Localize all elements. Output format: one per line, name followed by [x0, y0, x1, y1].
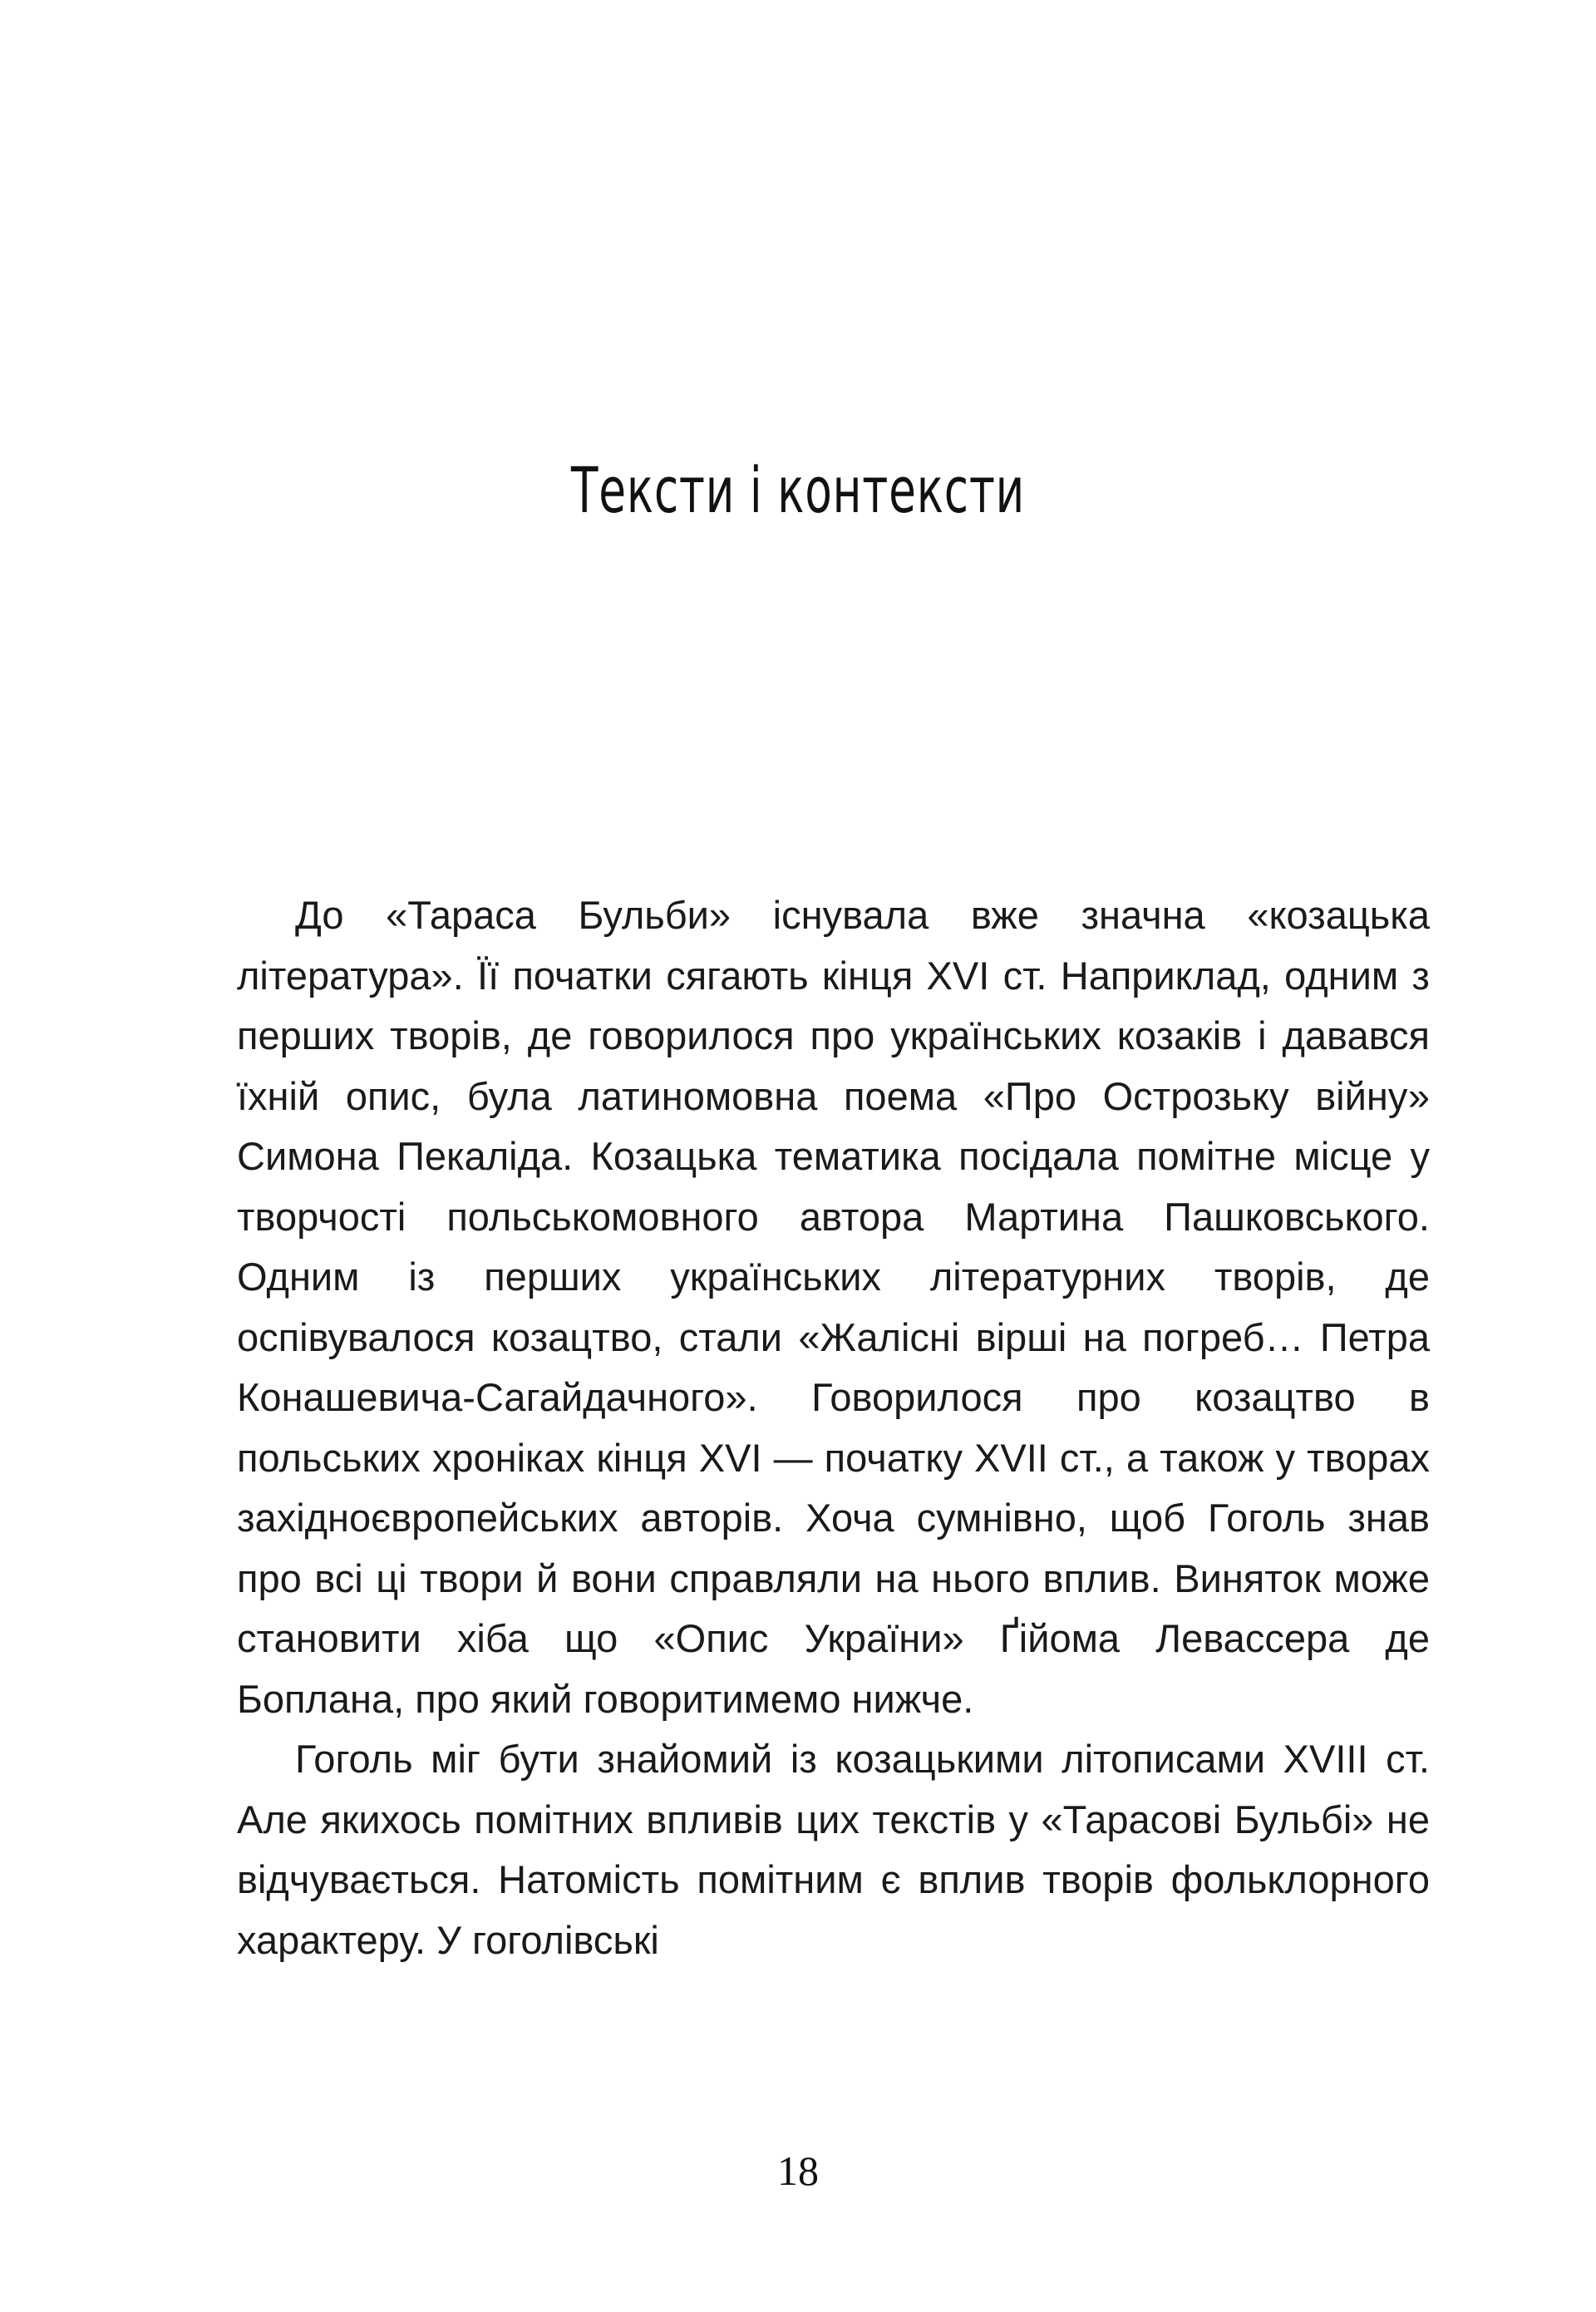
chapter-title: Тексти і контексти: [570, 453, 1026, 527]
body-text: [237, 885, 1430, 1970]
page-number: 18: [777, 2147, 819, 2194]
paragraph: До «Тараса Бульби» існувала вже значна «козацька література». Її початки сягають кінця XVI ст. Наприклад, одним з перших творів, де говорилося про українських козаків і давався їхній опис, була латиномовна поема «Про Острозьку війну» Симона Пекаліда. Козацька тематика посідала помітне місце у творчості польськомовного автора Мартина Пашковського. Одним із перших українських літературних творів, де оспівувалося козацтво, стали «Жалісні вірші на погреб… Петра Конашевича-Сагайдачного». Говорилося про козацтво в польських хроніках кінця XVI — початку XVII ст., а також у творах західноєвропейських авторів. Хоча сумнівно, щоб Гоголь знав про всі ці твори й вони справляли на нього вплив. Виняток може становити хіба що «Опис України» Ґійома Левассера де Боплана, про який говоритимемо нижче.: [237, 893, 1430, 1721]
paragraph: Гоголь міг бути знайомий із козацькими літописами XVIII ст. Але якихось помітних впливів цих текстів у «Тарасові Бульбі» не відчувається. Натомість помітним є вплив творів фольклорного характеру. У гоголівські: [237, 1737, 1430, 1962]
